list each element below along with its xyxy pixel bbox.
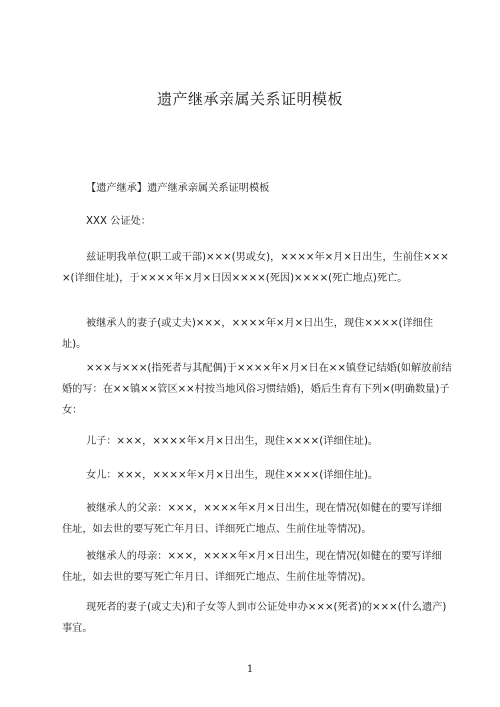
marriage-paragraph: ×××与×××(指死者与其配偶)于××××年×月×日在××镇登记结婚(如解放前结婚的写：在××镇××管区××村按当地风俗习惯结婚)，婚后生育有下列×(明确数量)子女： xyxy=(62,363,452,416)
addressee-paragraph: XXX 公证处： xyxy=(86,216,151,227)
document-title: 遗产继承亲属关系证明模板 xyxy=(156,90,343,108)
heading-paragraph: 【遗产继承】遗产继承亲属关系证明模板 xyxy=(86,183,270,194)
father-paragraph: 被继承人的父亲：×××，××××年×月×日出生，现在情况(如健在的要写详细住址，如去世的要写死亡年月日、详细死亡地点、生前住址等情况)。 xyxy=(62,503,442,535)
page-number: 1 xyxy=(246,664,254,675)
daughter-paragraph: 女儿：×××，××××年×月×日出生，现住××××(详细住址)。 xyxy=(86,470,379,481)
application-paragraph: 现死者的妻子(或丈夫)和子女等人到市公证处申办×××(死者)的×××(什么遗产)事宜。 xyxy=(62,602,447,634)
spouse-paragraph: 被继承人的妻子(或丈夫)×××，××××年×月×日出生，现住××××(详细住址)。 xyxy=(62,318,434,350)
deceased-info-paragraph: 兹证明我单位(职工或干部)×××(男或女)，××××年×月×日出生，生前住××××(详细住址)，于××××年×月×日因××××(死因)××××(死亡地点)死亡。 xyxy=(62,252,449,284)
son-paragraph: 儿子：×××，××××年×月×日出生，现住××××(详细住址)。 xyxy=(86,436,379,447)
mother-paragraph: 被继承人的母亲：×××，××××年×月×日出生，现在情况(如健在的要写详细住址，如去世的要写死亡年月日、详细死亡地点、生前住址等情况)。 xyxy=(62,551,442,583)
